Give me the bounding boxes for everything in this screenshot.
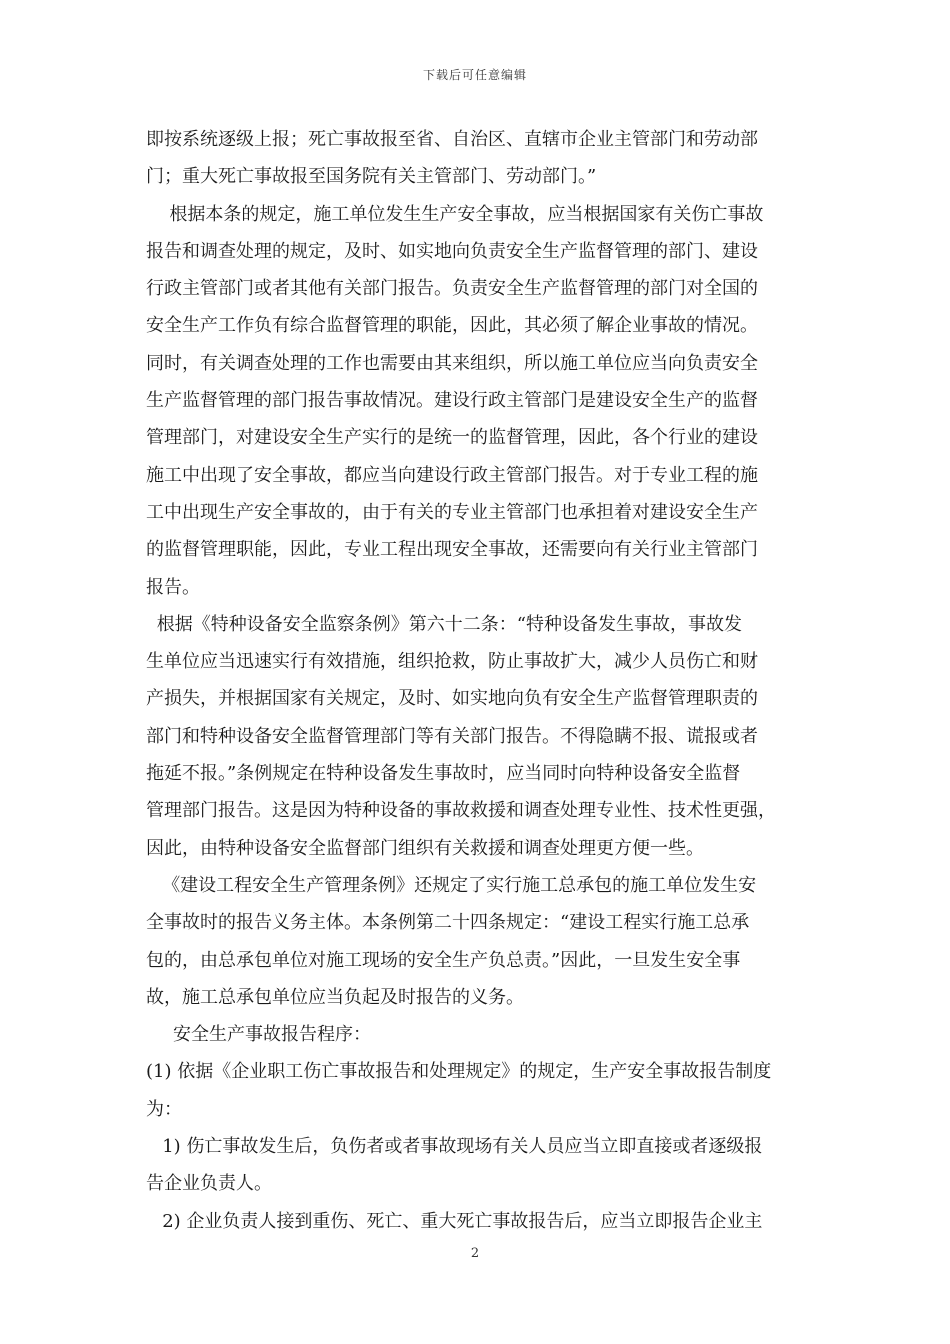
text-line: 管理部门报告。这是因为特种设备的事故救援和调查处理专业性、技术性更强， xyxy=(146,800,776,822)
text-line: 即按系统逐级上报；死亡事故报至省、自治区、直辖市企业主管部门和劳动部 xyxy=(146,129,758,150)
text-line: 报告。 xyxy=(146,576,200,598)
body-text xyxy=(146,121,810,1240)
text-line: 故，施工总承包单位应当负起及时报告的义务。 xyxy=(146,986,524,1008)
text-line: 包的，由总承包单位对施工现场的安全生产负总责。”因此，一旦发生安全事 xyxy=(146,949,741,971)
text-line: 安全生产事故报告程序： xyxy=(173,1024,371,1046)
text-line: (1) 依据《企业职工伤亡事故报告和处理规定》的规定，生产安全事故报告制度 xyxy=(146,1061,772,1083)
text-line: 《建设工程安全生产管理条例》还规定了实行施工总承包的施工单位发生安 xyxy=(162,874,757,896)
text-line: 根据《特种设备安全监察条例》第六十二条：“特种设备发生事故，事故发 xyxy=(156,613,742,635)
text-line: 1) 伤亡事故发生后，负伤者或者事故现场有关人员应当立即直接或者逐级报 xyxy=(162,1136,763,1158)
text-line: 的监督管理职能，因此，专业工程出现安全事故，还需要向有关行业主管部门 xyxy=(146,539,758,561)
text-line: 因此，由特种设备安全监督部门组织有关救援和调查处理更方便一些。 xyxy=(146,837,704,859)
text-line: 报告和调查处理的规定，及时、如实地向负责安全生产监督管理的部门、建设 xyxy=(146,240,758,262)
text-line: 根据本条的规定，施工单位发生生产安全事故，应当根据国家有关伤亡事故 xyxy=(169,203,764,225)
text-line: 2) 企业负责人接到重伤、死亡、重大死亡事故报告后，应当立即报告企业主 xyxy=(162,1210,763,1232)
page-header: 下载后可任意编辑 xyxy=(422,68,527,82)
text-line: 管理部门，对建设安全生产实行的是统一的监督管理，因此，各个行业的建设 xyxy=(146,427,758,449)
text-line: 拖延不报。”条例规定在特种设备发生事故时，应当同时向特种设备安全监督 xyxy=(146,763,741,785)
text-line: 部门和特种设备安全监督管理部门等有关部门报告。不得隐瞒不报、谎报或者 xyxy=(146,725,758,747)
text-line: 工中出现生产安全事故的，由于有关的专业主管部门也承担着对建设安全生产 xyxy=(146,501,758,523)
text-line: 安全生产工作负有综合监督管理的职能，因此，其必须了解企业事故的情况。 xyxy=(146,315,758,337)
text-line: 施工中出现了安全事故，都应当向建设行政主管部门报告。对于专业工程的施 xyxy=(146,464,758,486)
text-line: 门；重大死亡事故报至国务院有关主管部门、劳动部门。” xyxy=(146,166,597,188)
text-line: 全事故时的报告义务主体。本条例第二十四条规定：“建设工程实行施工总承 xyxy=(146,912,750,934)
text-line: 同时，有关调查处理的工作也需要由其来组织，所以施工单位应当向负责安全 xyxy=(146,352,758,374)
page-number: 2 xyxy=(470,1246,480,1261)
text-line: 生产监督管理的部门报告事故情况。建设行政主管部门是建设安全生产的监督 xyxy=(146,390,758,412)
text-line: 产损失，并根据国家有关规定，及时、如实地向负有安全生产监督管理职责的 xyxy=(146,688,758,710)
text-line: 为： xyxy=(146,1098,182,1120)
text-line: 行政主管部门或者其他有关部门报告。负责安全生产监督管理的部门对全国的 xyxy=(146,278,758,300)
text-line: 生单位应当迅速实行有效措施，组织抢救，防止事故扩大，减少人员伤亡和财 xyxy=(146,651,758,673)
text-line: 告企业负责人。 xyxy=(146,1173,272,1195)
